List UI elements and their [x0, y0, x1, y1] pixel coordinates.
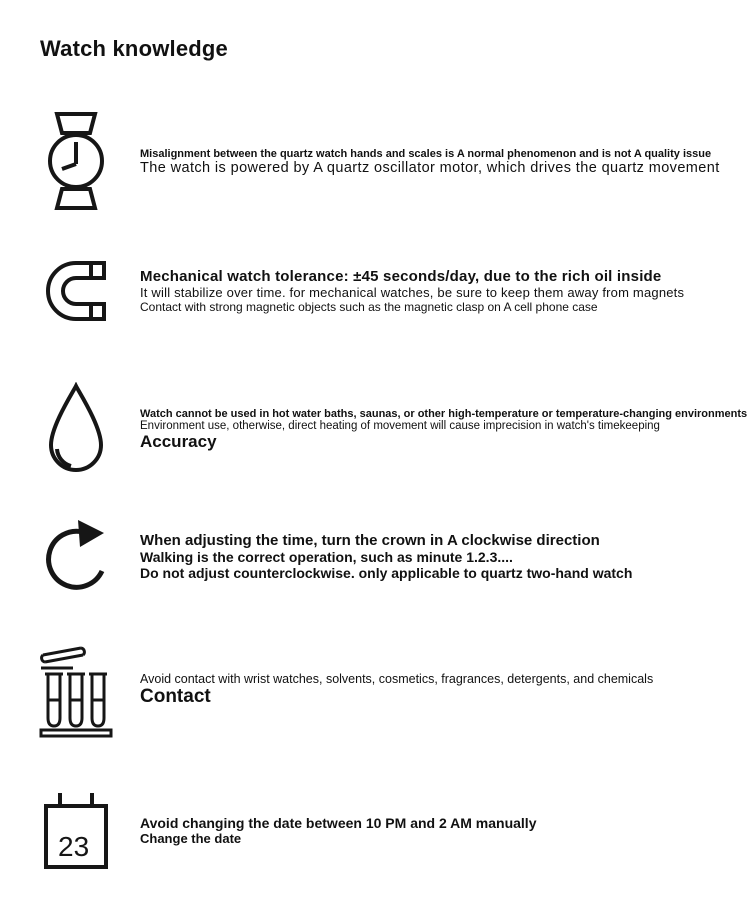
magnet-icon	[44, 260, 108, 322]
section-contact-chemicals	[0, 642, 750, 738]
icon-column	[38, 642, 114, 738]
calendar-icon	[43, 790, 109, 870]
stabilize-note: It will stabilize over time. for mechanical watches, be sure to keep them away from magnets	[140, 285, 685, 300]
icon-column	[38, 260, 114, 322]
clockwise-note: When adjusting the time, turn the crown in A clockwise direction	[140, 531, 600, 549]
text-column	[140, 672, 750, 708]
section-magnetism	[0, 260, 750, 322]
section-quartz-movement	[0, 112, 750, 212]
icon-column	[38, 520, 114, 592]
water-drop-icon	[45, 382, 107, 478]
clockwise-arrow-icon	[44, 520, 108, 592]
text-column	[140, 268, 750, 314]
section-time-adjustment	[0, 520, 750, 592]
quartz-misalignment-note: Misalignment between the quartz watch hands and scales is A normal phenomenon and is not A quality issue	[140, 148, 712, 160]
date-change-warning: Avoid changing the date between 10 PM and 2 AM manually	[140, 814, 537, 831]
icon-column	[38, 112, 114, 212]
wristwatch-icon	[42, 112, 110, 212]
accuracy-heading: Accuracy	[140, 432, 217, 451]
change-date-heading: Change the date	[140, 830, 242, 846]
walking-note: Walking is the correct operation, such as minute 1.2.3....	[140, 548, 513, 565]
calendar-day-number: 23	[58, 831, 90, 862]
icon-column	[38, 790, 114, 870]
test-tubes-icon	[39, 642, 113, 738]
text-column	[140, 815, 750, 846]
hot-water-note: Watch cannot be used in hot water baths, saunas, or other high-temperature or temperature-changing environments	[140, 408, 748, 420]
quartz-movement-note: The watch is powered by A quartz oscillator motor, which drives the quartz movement	[140, 160, 720, 176]
text-column	[140, 532, 750, 581]
chemicals-note: Avoid contact with wrist watches, solvents, cosmetics, fragrances, detergents, and chemicals	[140, 672, 654, 686]
contact-heading: Contact	[140, 686, 211, 707]
page-title: Watch knowledge	[40, 36, 228, 61]
tolerance-note: Mechanical watch tolerance: ±45 seconds/day, due to the rich oil inside	[140, 268, 662, 285]
text-column	[140, 148, 750, 176]
icon-column	[38, 382, 114, 478]
text-column	[140, 408, 750, 452]
environment-note: Environment use, otherwise, direct heating of movement will cause imprecision in watch's timekeeping	[140, 420, 660, 432]
section-date-change	[0, 790, 750, 870]
counterclockwise-note: Do not adjust counterclockwise. only applicable to quartz two-hand watch	[140, 564, 633, 581]
section-accuracy	[0, 382, 750, 478]
magnetic-contact-note: Contact with strong magnetic objects such as the magnetic clasp on A cell phone case	[140, 300, 598, 314]
